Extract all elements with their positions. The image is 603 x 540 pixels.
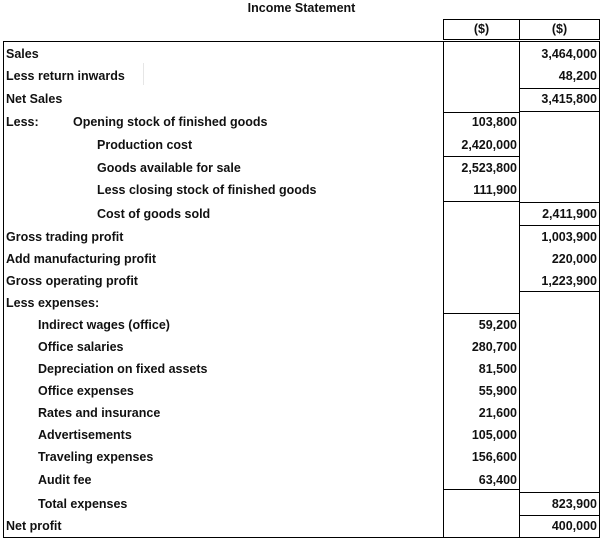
row-label-rates-insurance: Rates and insurance (38, 406, 161, 420)
value-indirect-wages: 59,200 (478, 318, 517, 332)
row-label-net-profit: Net profit (6, 519, 62, 533)
header-col2: ($) (551, 22, 568, 36)
value-net-sales: 3,415,800 (541, 92, 597, 106)
row-label-gross-operating: Gross operating profit (6, 274, 138, 288)
row-label-sales: Sales (6, 47, 39, 61)
row-label-net-sales: Net Sales (6, 92, 63, 106)
table-top-border (3, 41, 600, 42)
row-label-closing-stock: Less closing stock of finished goods (97, 183, 317, 197)
row-prefix-less: Less: (6, 115, 39, 129)
row-label-traveling: Traveling expenses (38, 450, 154, 464)
value-sales: 3,464,000 (541, 47, 597, 61)
value-audit-fee: 63,400 (478, 473, 517, 487)
value-return-inwards: 48,200 (558, 69, 597, 83)
table-left-border (3, 41, 4, 538)
value-cost-of-goods: 2,411,900 (542, 207, 597, 221)
value-rates-insurance: 21,600 (478, 406, 517, 420)
value-gross-trading: 1,003,900 (541, 230, 597, 244)
row-label-advertisements: Advertisements (38, 428, 132, 442)
row-label-depreciation: Depreciation on fixed assets (38, 362, 208, 376)
row-label-less-expenses: Less expenses: (6, 296, 100, 310)
row-label-office-salaries: Office salaries (38, 340, 124, 354)
value-gross-operating: 1,223,900 (541, 274, 597, 288)
row-label-return-inwards: Less return inwards (6, 69, 125, 83)
value-office-expenses: 55,900 (478, 384, 517, 398)
value-total-expenses: 823,900 (551, 497, 597, 511)
row-label-indirect-wages: Indirect wages (office) (38, 318, 170, 332)
row-label-audit-fee: Audit fee (38, 473, 92, 487)
value-closing-stock: 111,900 (473, 183, 517, 197)
value-goods-available: 2,523,800 (461, 161, 517, 175)
value-opening-stock: 103,800 (471, 115, 517, 129)
row-label-office-expenses: Office expenses (38, 384, 134, 398)
row-label-cost-of-goods: Cost of goods sold (97, 207, 211, 221)
value-advertisements: 105,000 (471, 428, 517, 442)
decorative-mark (143, 63, 144, 85)
row-label-total-expenses: Total expenses (38, 497, 128, 511)
page-title: Income Statement (247, 1, 356, 15)
value-production-cost: 2,420,000 (461, 138, 517, 152)
row-label-opening-stock: Opening stock of finished goods (73, 115, 268, 129)
header-col1: ($) (473, 22, 490, 36)
row-label-manufacturing: Add manufacturing profit (6, 252, 156, 266)
table-bottom-border (3, 537, 600, 538)
value-office-salaries: 280,700 (471, 340, 517, 354)
value-net-profit: 400,000 (551, 519, 597, 533)
value-manufacturing: 220,000 (551, 252, 597, 266)
row-label-production-cost: Production cost (97, 138, 193, 152)
value-depreciation: 81,500 (478, 362, 517, 376)
row-label-goods-available: Goods available for sale (97, 161, 241, 175)
row-label-gross-trading: Gross trading profit (6, 230, 124, 244)
value-traveling: 156,600 (471, 450, 517, 464)
